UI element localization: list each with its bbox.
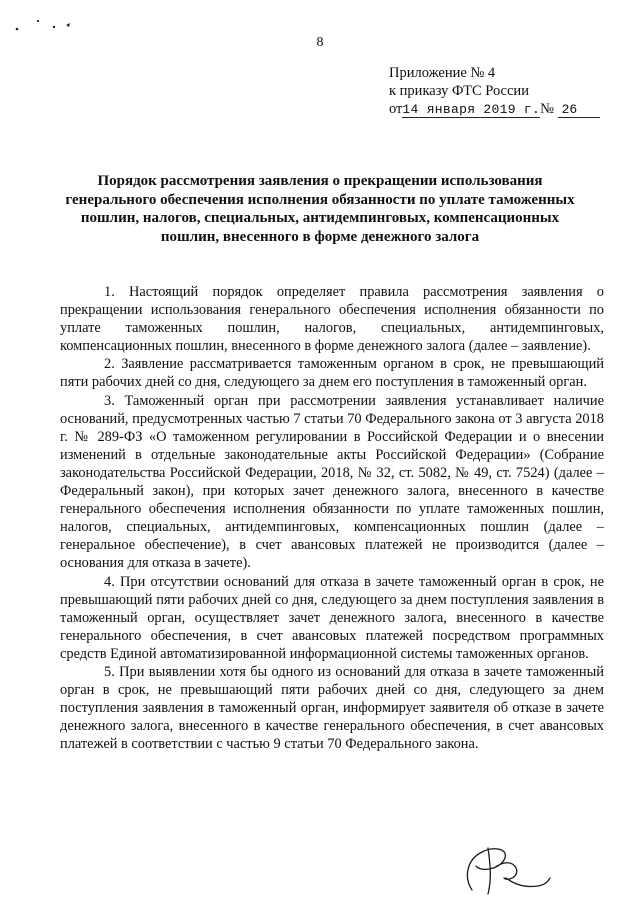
title-line: Порядок рассмотрения заявления о прекращении использования — [97, 173, 543, 189]
title-line: пошлин, внесенного в форме денежного залога — [160, 228, 480, 245]
paragraph-2: 2. Заявление рассматривается таможенным органом в срок, не превышающий пяти рабочих дней со дня, следующего за днем его поступления в таможенный орган. — [60, 356, 604, 391]
order-number: 26 — [558, 103, 600, 118]
paragraph-1: 1. Настоящий порядок определяет правила рассмотрения заявления о прекращении использования генерального обеспечения исполнения обязанности по уплате таможенных пошлин, налогов, специальных, антидемпинговых, компенсационных пошлин, внесенного в форме денежного залога (далее – заявление). — [60, 284, 604, 355]
paragraph-3: 3. Таможенный орган при рассмотрении заявления устанавливает наличие оснований, предусмотренных частью 7 статьи 70 Федерального закона от 3 августа 2018 г. № 289-ФЗ «О таможенном регулировании в Российской Федерации и о внесении изменений в отдельные законодательные акты Российской Федерации» (Собрание законодательства Российской Федерации, 2018, № 32, ст. 5082, № 49, ст. 7524) (далее – Федеральный закон), при которых зачет денежного залога, внесенного в качестве генерального обеспечения исполнения обязанности по уплате таможенных пошлин, налогов, специальных, антидемпинговых, компенсационных пошлин (далее – генеральное обеспечение), в счет авансовых платежей не производится (далее – основания для отказа в зачете). — [60, 392, 604, 572]
signature — [458, 838, 554, 900]
page-number: 8 — [316, 35, 324, 50]
appendix-label: Приложение № 4 — [389, 65, 496, 81]
document-title — [60, 172, 580, 246]
paragraph-5: 5. При выявлении хотя бы одного из оснований для отказа в зачете таможенный орган в срок, не превышающий пяти рабочих дней со дня, следующего за днем поступления заявления в таможенный орган, информирует заявителя об отказе в зачете денежного залога, внесенного в качестве генерального обеспечения, в счет авансовых платежей в соответствии с частью 9 статьи 70 Федерального закона. — [60, 663, 604, 753]
date-prefix: от — [389, 101, 403, 117]
order-date: 14 января 2019 г. — [402, 102, 541, 117]
paragraph-4: 4. При отсутствии оснований для отказа в зачете таможенный орган в срок, не превышающий пяти рабочих дней со дня, следующего за днем поступления заявления в таможенный орган, осуществляет зачет денежного залога, внесенного в качестве генерального обеспечения, в счет авансовых платежей посредством программных средств Единой автоматизированной информационной системы таможенных органов. — [60, 573, 604, 662]
title-line: генерального обеспечения исполнения обязанности по уплате таможенных — [65, 191, 575, 208]
title-line: пошлин, налогов, специальных, антидемпинговых, компенсационных — [80, 210, 560, 226]
scan-marks — [14, 16, 84, 36]
order-reference: к приказу ФТС России — [389, 83, 529, 99]
document-body — [60, 283, 604, 753]
number-prefix: № — [540, 101, 554, 117]
order-date-number — [389, 100, 609, 118]
appendix-header — [389, 64, 609, 118]
